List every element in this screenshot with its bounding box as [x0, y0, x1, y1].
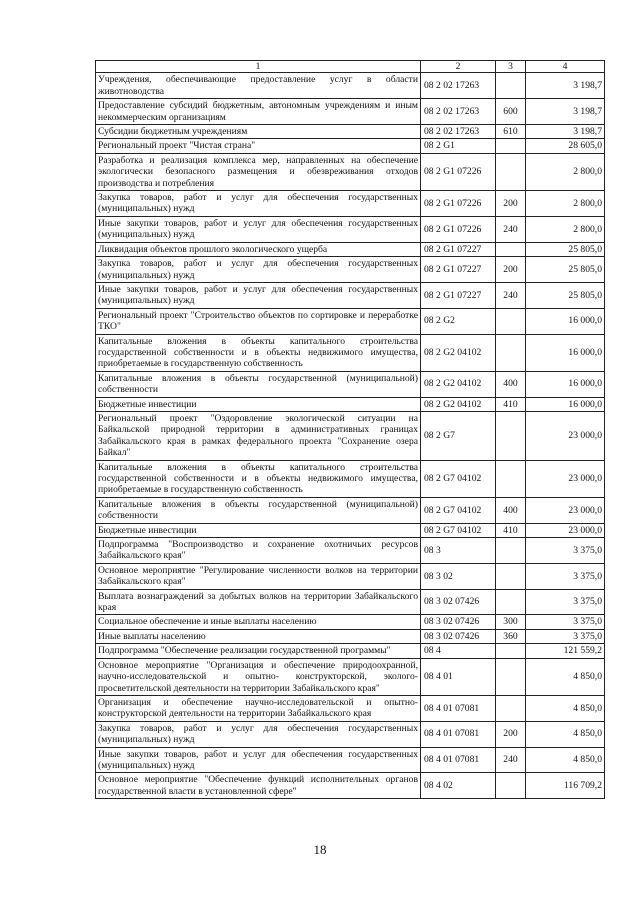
cell-name: Предоставление субсидий бюджетным, автономным учреждениям и иным некоммерческим организациям [96, 99, 421, 125]
table-row [96, 308, 605, 334]
cell-code: 08 4 01 07081 [421, 695, 496, 721]
header-cell-2: 2 [421, 61, 496, 73]
cell-name: Закупка товаров, работ и услуг для обеспечения государственных (муниципальных) нужд [96, 721, 421, 747]
cell-sum: 2 800,0 [526, 216, 605, 242]
cell-sum: 23 000,0 [526, 411, 605, 460]
cell-code: 08 2 G1 07227 [421, 282, 496, 308]
cell-type: 400 [496, 497, 526, 523]
cell-name: Капитальные вложения в объекты государственной (муниципальной) собственности [96, 371, 421, 397]
cell-code: 08 2 G2 04102 [421, 397, 496, 411]
cell-name: Региональный проект "Строительство объектов по сортировке и переработке ТКО" [96, 308, 421, 334]
cell-code: 08 2 G7 04102 [421, 460, 496, 497]
table-row [96, 397, 605, 411]
cell-type: 610 [496, 125, 526, 139]
cell-type [496, 563, 526, 589]
cell-type: 200 [496, 191, 526, 217]
cell-sum: 3 375,0 [526, 563, 605, 589]
cell-type [496, 411, 526, 460]
cell-sum: 3 375,0 [526, 615, 605, 629]
cell-code: 08 2 G2 04102 [421, 334, 496, 371]
cell-name: Закупка товаров, работ и услуг для обеспечения государственных (муниципальных) нужд [96, 257, 421, 283]
cell-sum: 16 000,0 [526, 334, 605, 371]
table-row [96, 523, 605, 537]
table-row [96, 747, 605, 773]
cell-name: Ликвидация объектов прошлого экологического ущерба [96, 242, 421, 256]
cell-name: Бюджетные инвестиции [96, 523, 421, 537]
cell-name: Разработка и реализация комплекса мер, направленных на обеспечение экологически безопасного размещения и обезвреживания отходов производства и потребления [96, 153, 421, 190]
cell-code: 08 3 02 07426 [421, 629, 496, 643]
cell-code: 08 2 G1 07227 [421, 257, 496, 283]
cell-type: 360 [496, 629, 526, 643]
cell-code: 08 2 G7 [421, 411, 496, 460]
cell-code: 08 2 G1 [421, 139, 496, 153]
cell-name: Капитальные вложения в объекты капитального строительства государственной собственности и в объекты недвижимого имущества, приобретаемые в государственную собственность [96, 334, 421, 371]
cell-code: 08 2 02 17263 [421, 73, 496, 99]
table-row [96, 216, 605, 242]
cell-sum: 4 850,0 [526, 721, 605, 747]
cell-code: 08 2 02 17263 [421, 125, 496, 139]
cell-name: Подпрограмма "Обеспечение реализации государственной программы" [96, 644, 421, 658]
table-row [96, 460, 605, 497]
cell-type: 410 [496, 523, 526, 537]
cell-name: Бюджетные инвестиции [96, 397, 421, 411]
cell-code: 08 3 02 07426 [421, 589, 496, 615]
cell-sum: 3 198,7 [526, 99, 605, 125]
cell-name: Иные закупки товаров, работ и услуг для обеспечения государственных (муниципальных) нужд [96, 282, 421, 308]
cell-code: 08 3 02 [421, 563, 496, 589]
cell-name: Социальное обеспечение и иные выплаты населению [96, 615, 421, 629]
cell-name: Основное мероприятие "Организация и обеспечение природоохранной, научно-исследовательской и опытно- конструкторской, эколого-просветительской деятельности на территории Забайкальского края" [96, 658, 421, 695]
cell-type: 200 [496, 257, 526, 283]
cell-sum: 3 375,0 [526, 589, 605, 615]
cell-type: 240 [496, 747, 526, 773]
cell-code: 08 4 01 [421, 658, 496, 695]
table-row [96, 658, 605, 695]
cell-code: 08 2 G2 [421, 308, 496, 334]
cell-sum: 121 559,2 [526, 644, 605, 658]
cell-type [496, 589, 526, 615]
cell-code: 08 2 G1 07227 [421, 242, 496, 256]
cell-type: 600 [496, 99, 526, 125]
table-row [96, 153, 605, 190]
budget-table [95, 60, 605, 799]
table-row [96, 125, 605, 139]
cell-code: 08 2 G1 07226 [421, 153, 496, 190]
cell-name: Капитальные вложения в объекты капитального строительства государственной собственности и в объекты недвижимого имущества, приобретаемые в государственную собственность [96, 460, 421, 497]
table-body [96, 61, 605, 799]
cell-type [496, 773, 526, 799]
table-row [96, 242, 605, 256]
header-cell-4: 4 [526, 61, 605, 73]
cell-type: 410 [496, 397, 526, 411]
cell-code: 08 3 [421, 538, 496, 564]
cell-name: Региональный проект "Чистая страна" [96, 139, 421, 153]
cell-sum: 16 000,0 [526, 308, 605, 334]
cell-name: Иные выплаты населению [96, 629, 421, 643]
cell-code: 08 2 G7 04102 [421, 497, 496, 523]
cell-code: 08 2 02 17263 [421, 99, 496, 125]
cell-code: 08 2 G2 04102 [421, 371, 496, 397]
table-row [96, 497, 605, 523]
cell-type [496, 242, 526, 256]
table-row [96, 629, 605, 643]
cell-name: Капитальные вложения в объекты государственной (муниципальной) собственности [96, 497, 421, 523]
cell-type [496, 334, 526, 371]
cell-type: 240 [496, 216, 526, 242]
table-row [96, 257, 605, 283]
cell-type: 200 [496, 721, 526, 747]
cell-type: 300 [496, 615, 526, 629]
cell-type [496, 460, 526, 497]
table-row [96, 282, 605, 308]
cell-sum: 4 850,0 [526, 747, 605, 773]
cell-code: 08 2 G1 07226 [421, 191, 496, 217]
cell-type: 400 [496, 371, 526, 397]
cell-sum: 4 850,0 [526, 695, 605, 721]
table-row [96, 589, 605, 615]
cell-name: Региональный проект "Оздоровление экологической ситуации на Байкальской природной территории в административных границах Забайкальского края в рамках федерального проекта "Сохранение озера Байкал" [96, 411, 421, 460]
table-row [96, 644, 605, 658]
cell-code: 08 2 G1 07226 [421, 216, 496, 242]
cell-sum: 3 198,7 [526, 73, 605, 99]
table-row [96, 773, 605, 799]
cell-sum: 23 000,0 [526, 497, 605, 523]
cell-sum: 116 709,2 [526, 773, 605, 799]
table-row [96, 695, 605, 721]
table-row [96, 191, 605, 217]
cell-type [496, 538, 526, 564]
cell-type [496, 139, 526, 153]
table-row [96, 73, 605, 99]
cell-code: 08 4 02 [421, 773, 496, 799]
cell-name: Субсидии бюджетным учреждениям [96, 125, 421, 139]
cell-sum: 16 000,0 [526, 371, 605, 397]
table-row [96, 334, 605, 371]
cell-type: 240 [496, 282, 526, 308]
cell-sum: 3 198,7 [526, 125, 605, 139]
cell-type [496, 658, 526, 695]
cell-name: Организация и обеспечение научно-исследовательской и опытно-конструкторской деятельности на территории Забайкальского края [96, 695, 421, 721]
header-cell-3: 3 [496, 61, 526, 73]
cell-sum: 25 805,0 [526, 282, 605, 308]
cell-type [496, 644, 526, 658]
page-number: 18 [313, 842, 327, 857]
cell-name: Иные закупки товаров, работ и услуг для обеспечения государственных (муниципальных) нужд [96, 216, 421, 242]
table-row [96, 721, 605, 747]
cell-name: Подпрограмма "Воспроизводство и сохранение охотничьих ресурсов Забайкальского края" [96, 538, 421, 564]
cell-sum: 3 375,0 [526, 629, 605, 643]
cell-code: 08 3 02 07426 [421, 615, 496, 629]
cell-name: Выплата вознаграждений за добытых волков на территории Забайкальского края [96, 589, 421, 615]
table-row [96, 538, 605, 564]
cell-sum: 4 850,0 [526, 658, 605, 695]
table-row [96, 615, 605, 629]
header-cell-1: 1 [96, 61, 421, 73]
cell-sum: 23 000,0 [526, 460, 605, 497]
cell-code: 08 4 [421, 644, 496, 658]
cell-code: 08 4 01 07081 [421, 747, 496, 773]
cell-sum: 23 000,0 [526, 523, 605, 537]
cell-name: Иные закупки товаров, работ и услуг для обеспечения государственных (муниципальных) нужд [96, 747, 421, 773]
table-row [96, 139, 605, 153]
cell-sum: 2 800,0 [526, 153, 605, 190]
table-row [96, 411, 605, 460]
table-row [96, 563, 605, 589]
header-row [96, 61, 605, 73]
cell-sum: 16 000,0 [526, 397, 605, 411]
cell-name: Основное мероприятие "Обеспечение функций исполнительных органов государственной власти в установленной сфере" [96, 773, 421, 799]
cell-code: 08 2 G7 04102 [421, 523, 496, 537]
cell-type [496, 695, 526, 721]
cell-sum: 25 805,0 [526, 257, 605, 283]
cell-type [496, 153, 526, 190]
cell-sum: 2 800,0 [526, 191, 605, 217]
cell-name: Закупка товаров, работ и услуг для обеспечения государственных (муниципальных) нужд [96, 191, 421, 217]
cell-type [496, 308, 526, 334]
table-row [96, 371, 605, 397]
cell-name: Основное мероприятие "Регулирование численности волков на территории Забайкальского края" [96, 563, 421, 589]
table-row [96, 99, 605, 125]
cell-sum: 28 605,0 [526, 139, 605, 153]
cell-type [496, 73, 526, 99]
cell-sum: 3 375,0 [526, 538, 605, 564]
cell-name: Учреждения, обеспечивающие предоставление услуг в области животноводства [96, 73, 421, 99]
cell-sum: 25 805,0 [526, 242, 605, 256]
cell-code: 08 4 01 07081 [421, 721, 496, 747]
